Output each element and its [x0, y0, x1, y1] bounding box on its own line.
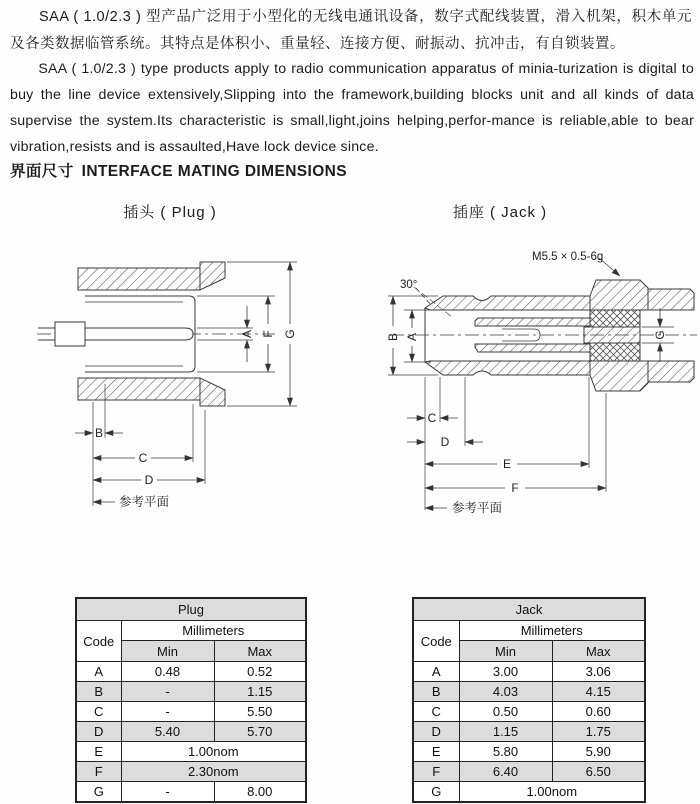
plug-pin-base — [55, 322, 85, 346]
plug-dim-label-a: A — [240, 329, 254, 339]
plug-dim-label-f: F — [261, 330, 275, 338]
jack-contact-bottom — [475, 344, 590, 352]
jack-drawing-title: 插座 ( Jack ) — [452, 204, 548, 221]
table-row: F 2.30nom — [76, 762, 306, 782]
table-row: D 5.40 5.70 — [76, 722, 306, 742]
jack-contact-top — [475, 318, 590, 326]
table-row: F 6.40 6.50 — [413, 762, 645, 782]
table-row: E 5.80 5.90 — [413, 742, 645, 762]
plug-top-wall — [78, 268, 200, 290]
table-row: B 4.03 4.15 — [413, 682, 645, 702]
jack-top-wall — [425, 296, 590, 310]
jack-drawing — [372, 232, 700, 532]
plug-col-header-max: Max — [214, 641, 306, 662]
jack-rear-top — [648, 289, 694, 310]
plug-drawing-title: 插头 ( Plug ) — [123, 204, 217, 221]
section-heading-cn: 界面尺寸 — [10, 163, 74, 180]
plug-dim-label-d: D — [144, 473, 154, 487]
table-row: D 1.15 1.75 — [413, 722, 645, 742]
jack-dim-label-d: D — [440, 435, 450, 449]
jack-col-header-code: Code — [413, 621, 459, 662]
section-heading-en: INTERFACE MATING DIMENSIONS — [81, 163, 348, 180]
plug-col-header-unit: Millimeters — [121, 621, 306, 641]
jack-dim-label-f: F — [511, 481, 519, 495]
jack-dim-label-a: A — [405, 332, 419, 342]
plug-dim-label-b: B — [94, 426, 104, 440]
jack-dim-label-g: G — [653, 330, 667, 340]
jack-dim-label-b: B — [386, 332, 400, 342]
jack-thread-top — [590, 280, 648, 310]
jack-table-title: Jack — [413, 598, 645, 621]
jack-dim-label-c: C — [427, 411, 437, 425]
table-row: G 1.00nom — [413, 782, 645, 803]
jack-chamfer-angle-label: 30° — [400, 279, 418, 291]
table-row: C 0.50 0.60 — [413, 702, 645, 722]
jack-center-conductor — [584, 327, 640, 343]
table-row: E 1.00nom — [76, 742, 306, 762]
plug-center-pin — [85, 328, 193, 340]
jack-dim-label-e: E — [502, 457, 512, 471]
plug-flange-bottom — [200, 378, 225, 406]
plug-dim-label-g: G — [283, 329, 297, 339]
plug-ref-plane-label: 参考平面 — [119, 495, 170, 509]
plug-bottom-wall — [78, 378, 200, 400]
jack-insulator-top — [590, 310, 640, 327]
plug-col-header-min: Min — [121, 641, 214, 662]
jack-col-header-unit: Millimeters — [459, 621, 645, 641]
plug-dimensions-table — [75, 597, 307, 803]
table-row: C - 5.50 — [76, 702, 306, 722]
jack-col-header-min: Min — [459, 641, 552, 662]
table-row: A 3.00 3.06 — [413, 662, 645, 682]
jack-col-header-max: Max — [552, 641, 645, 662]
plug-col-header-code: Code — [76, 621, 121, 662]
jack-rear-bottom — [648, 361, 694, 382]
jack-ref-plane-label: 参考平面 — [452, 501, 503, 515]
jack-thread-bottom — [590, 361, 648, 391]
section-heading — [10, 159, 347, 181]
jack-insulator-bottom — [590, 343, 640, 361]
table-row: G - 8.00 — [76, 782, 306, 803]
intro-paragraph-english: SAA ( 1.0/2.3 ) type products apply to radio communication apparatus of minia-turization is digital to buy the line device extensively,Slipping into the framework,building blocks unit and all kinds of data supervise the system.Its characteristic is small,light,joins helping,perfor-mance is reliable,able to bear vibration,resists and is assaulted,Have lock device since. — [10, 61, 694, 155]
intro-paragraph-chinese: SAA ( 1.0/2.3 ) 型产品广泛用于小型化的无线电通讯设备，数字式配线装置，滑入机架，积木单元及各类数据临管系统。其特点是体积小、重量轻、连接方便、耐振动、抗冲击，有自锁装置。 — [10, 9, 692, 52]
plug-drawing — [35, 232, 350, 532]
plug-flange-top — [200, 262, 225, 290]
plug-dim-label-c: C — [138, 451, 148, 465]
table-row: B - 1.15 — [76, 682, 306, 702]
jack-dimensions-table — [412, 597, 646, 803]
plug-table-title: Plug — [76, 598, 306, 621]
table-row: A 0.48 0.52 — [76, 662, 306, 682]
jack-thread-spec-label: M5.5 × 0.5-6g — [532, 251, 604, 263]
jack-bottom-wall — [425, 361, 590, 375]
